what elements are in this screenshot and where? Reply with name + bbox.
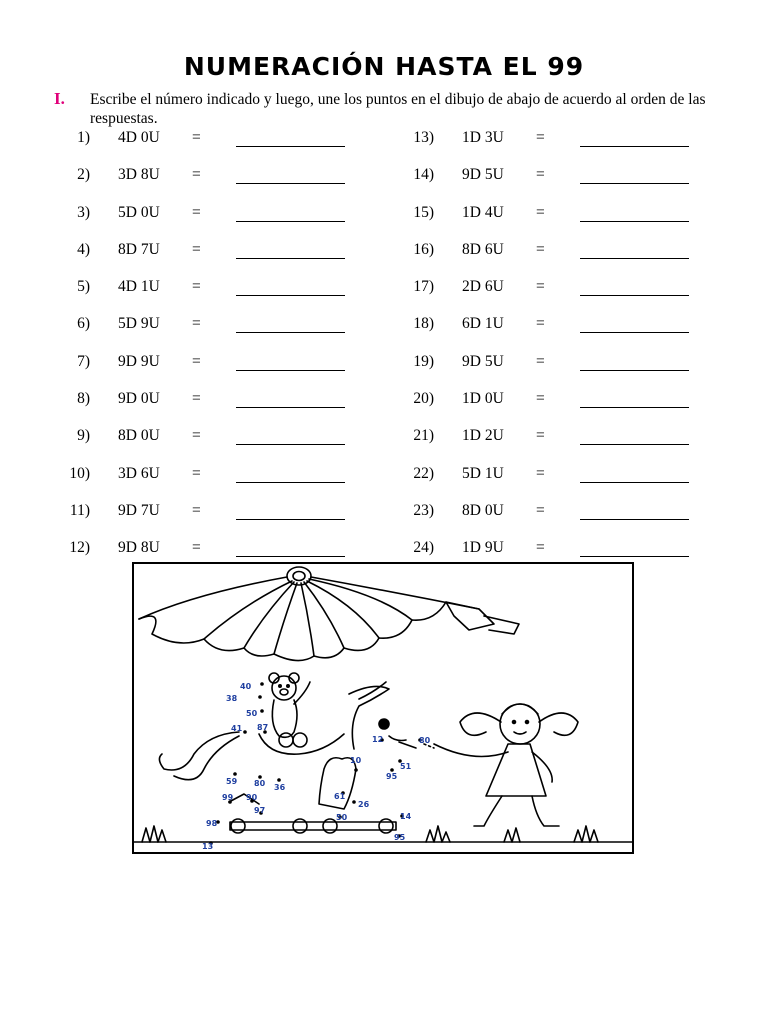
exercise-number: 2) bbox=[77, 166, 90, 184]
dot-label: 95 bbox=[386, 772, 398, 781]
dot-label: 59 bbox=[226, 777, 238, 786]
equals-sign: = bbox=[536, 129, 545, 146]
equals-sign: = bbox=[192, 427, 201, 445]
dot-label: 50 bbox=[336, 813, 348, 822]
exercise-number: 23) bbox=[413, 501, 434, 519]
exercise-expression: 5D 9U bbox=[118, 315, 160, 333]
dot-label: 26 bbox=[358, 800, 370, 809]
exercise-number: 17) bbox=[413, 278, 434, 296]
exercise-expression: 9D 0U bbox=[118, 390, 160, 408]
answer-blank[interactable] bbox=[580, 370, 689, 371]
dot-label: 98 bbox=[206, 819, 218, 828]
answer-blank[interactable] bbox=[580, 146, 689, 147]
exercise-number: 5) bbox=[77, 278, 90, 296]
dot-label: 50 bbox=[246, 709, 258, 718]
exercise-expression: 9D 7U bbox=[118, 501, 160, 519]
exercise-expression: 9D 8U bbox=[118, 539, 160, 557]
answer-blank[interactable] bbox=[236, 370, 345, 371]
exercise-number: 21) bbox=[413, 427, 434, 445]
dot-label: 10 bbox=[350, 756, 362, 765]
worksheet-title: NUMERACIÓN HASTA EL 99 bbox=[183, 52, 585, 81]
equals-sign: = bbox=[536, 539, 545, 557]
equals-sign: = bbox=[192, 539, 201, 557]
skateboard-drawing bbox=[230, 819, 396, 833]
dot-label: 80 bbox=[254, 779, 266, 788]
equals-sign: = bbox=[192, 315, 201, 333]
dot-label: 99 bbox=[222, 793, 234, 802]
exercise-expression: 8D 6U bbox=[462, 240, 504, 258]
girl-drawing bbox=[434, 704, 578, 826]
exercise-number: 11) bbox=[69, 501, 90, 519]
equals-sign: = bbox=[192, 464, 201, 482]
exercise-number: 8) bbox=[77, 390, 90, 408]
equals-sign: = bbox=[536, 427, 545, 445]
exercise-number: 1) bbox=[77, 129, 90, 146]
exercise-number: 3) bbox=[77, 203, 90, 221]
equals-sign: = bbox=[536, 501, 545, 519]
answer-blank[interactable] bbox=[580, 444, 689, 445]
exercise-expression: 5D 1U bbox=[462, 464, 504, 482]
equals-sign: = bbox=[536, 390, 545, 408]
exercise-expression: 1D 4U bbox=[462, 203, 504, 221]
dot-label: 97 bbox=[254, 806, 266, 815]
exercise-expression: 1D 3U bbox=[462, 129, 504, 146]
exercise-number: 24) bbox=[413, 539, 434, 557]
equals-sign: = bbox=[536, 166, 545, 184]
answer-blank[interactable] bbox=[236, 146, 345, 147]
exercise-number: 18) bbox=[413, 315, 434, 333]
exercise-number: 10) bbox=[69, 464, 90, 482]
answer-blank[interactable] bbox=[580, 258, 689, 259]
equals-sign: = bbox=[536, 240, 545, 258]
dot-label: 41 bbox=[231, 724, 243, 733]
dot-label: 38 bbox=[226, 694, 238, 703]
answer-blank[interactable] bbox=[236, 258, 345, 259]
umbrella-drawing bbox=[139, 567, 519, 661]
exercise-expression: 8D 7U bbox=[118, 240, 160, 258]
exercise-expression: 4D 0U bbox=[118, 129, 160, 146]
dot-label: 80 bbox=[419, 736, 431, 745]
answer-blank[interactable] bbox=[580, 407, 689, 408]
exercise-expression: 3D 6U bbox=[118, 464, 160, 482]
exercise-number: 14) bbox=[413, 166, 434, 184]
answer-blank[interactable] bbox=[236, 295, 345, 296]
equals-sign: = bbox=[192, 240, 201, 258]
exercise-expression: 1D 9U bbox=[462, 539, 504, 557]
dotted-figure-outline bbox=[159, 682, 416, 809]
equals-sign: = bbox=[536, 203, 545, 221]
section-number: I. bbox=[54, 89, 65, 108]
answer-blank[interactable] bbox=[236, 183, 345, 184]
instruction-text: Escribe el número indicado y luego, une los puntos en el dibujo de abajo de acuerdo al orden de las respuestas. bbox=[90, 91, 706, 127]
answer-blank[interactable] bbox=[580, 556, 689, 557]
exercise-number: 4) bbox=[77, 240, 90, 258]
exercise-number: 20) bbox=[413, 390, 434, 408]
connect-the-dots-picture bbox=[132, 562, 634, 854]
exercise-expression: 1D 0U bbox=[462, 390, 504, 408]
exercise-number: 22) bbox=[413, 464, 434, 482]
dot-label: 14 bbox=[400, 812, 412, 821]
exercise-expression: 9D 5U bbox=[462, 352, 504, 370]
equals-sign: = bbox=[192, 352, 201, 370]
dot-label: 40 bbox=[240, 682, 252, 691]
equals-sign: = bbox=[192, 203, 201, 221]
exercise-expression: 5D 0U bbox=[118, 203, 160, 221]
answer-blank[interactable] bbox=[580, 332, 689, 333]
equals-sign: = bbox=[536, 464, 545, 482]
answer-blank[interactable] bbox=[236, 444, 345, 445]
exercise-number: 13) bbox=[413, 129, 434, 146]
exercise-expression: 2D 6U bbox=[462, 278, 504, 296]
equals-sign: = bbox=[192, 390, 201, 408]
teddy-bear-drawing bbox=[269, 673, 310, 747]
dot-label: 95 bbox=[394, 833, 406, 842]
dot-label: 51 bbox=[400, 762, 412, 771]
exercise-expression: 3D 8U bbox=[118, 166, 160, 184]
answer-blank[interactable] bbox=[580, 295, 689, 296]
equals-sign: = bbox=[192, 278, 201, 296]
exercise-expression: 1D 2U bbox=[462, 427, 504, 445]
dot-label: 61 bbox=[334, 792, 346, 801]
answer-blank[interactable] bbox=[236, 556, 345, 557]
answer-blank[interactable] bbox=[580, 519, 689, 520]
equals-sign: = bbox=[536, 315, 545, 333]
answer-blank[interactable] bbox=[236, 482, 345, 483]
dot-label: 13 bbox=[202, 842, 214, 851]
dot-label: 12 bbox=[372, 735, 384, 744]
equals-sign: = bbox=[192, 166, 201, 184]
answer-blank[interactable] bbox=[236, 221, 345, 222]
exercise-number: 12) bbox=[69, 539, 90, 557]
grass-drawing bbox=[134, 826, 632, 842]
dot-label: 87 bbox=[257, 723, 269, 732]
equals-sign: = bbox=[192, 501, 201, 519]
exercise-number: 6) bbox=[77, 315, 90, 333]
exercise-number: 7) bbox=[77, 352, 90, 370]
exercise-number: 19) bbox=[413, 352, 434, 370]
answer-blank[interactable] bbox=[236, 332, 345, 333]
equals-sign: = bbox=[192, 129, 201, 146]
exercise-number: 15) bbox=[413, 203, 434, 221]
exercise-expression: 4D 1U bbox=[118, 278, 160, 296]
exercise-number: 9) bbox=[77, 427, 90, 445]
equals-sign: = bbox=[536, 278, 545, 296]
answer-blank[interactable] bbox=[580, 183, 689, 184]
answer-blank[interactable] bbox=[580, 482, 689, 483]
exercise-number: 16) bbox=[413, 240, 434, 258]
dot-label: 90 bbox=[246, 793, 258, 802]
exercise-expression: 8D 0U bbox=[118, 427, 160, 445]
dot-label: 36 bbox=[274, 783, 286, 792]
exercise-expression: 9D 9U bbox=[118, 352, 160, 370]
exercise-expression: 8D 0U bbox=[462, 501, 504, 519]
answer-blank[interactable] bbox=[236, 519, 345, 520]
exercise-expression: 9D 5U bbox=[462, 166, 504, 184]
answer-blank[interactable] bbox=[236, 407, 345, 408]
equals-sign: = bbox=[536, 352, 545, 370]
answer-blank[interactable] bbox=[580, 221, 689, 222]
exercise-expression: 6D 1U bbox=[462, 315, 504, 333]
